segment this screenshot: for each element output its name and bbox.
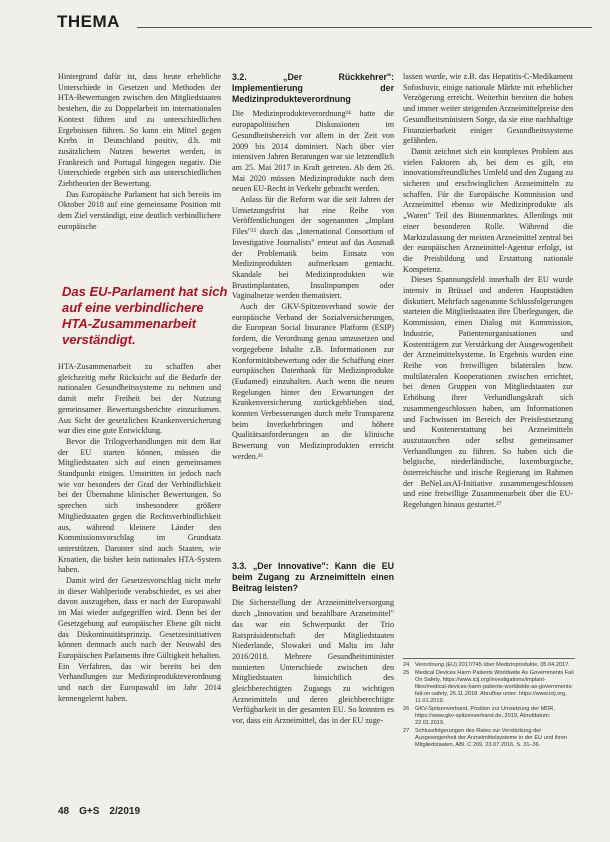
paragraph: lassen wurde, wie z.B. das Hepatitis-C-Medikament Sofosbuvir, einige nationale Märkte mit erheblicher Verzögerung erreicht. Weiterhin bereiten die hohen und immer weiter steigenden Arzneimittelpreise den Gesundheitsministern Sorge, da sie eine nachhaltige Finanzierbarkeit einiger Gesundheitssysteme gefährden.	[403, 72, 573, 146]
paragraph: HTA-Zusammenarbeit zu schaffen aber gleichzeitig mehr Rücksicht auf die Bedarfe der nationalen Gesundheitssysteme zu nehmen und damit mehr Freiheit bei der Nutzung gemeinsamer Bewertungsberichte einzuräumen. Aus Sicht der gesetzlichen Krankenversicherung war dies eine gute Entwicklung.	[58, 362, 221, 436]
paragraph: Hintergrund dafür ist, dass heute erhebliche Unterschiede in Gesetzen und Methoden der HTA-Bewertungen zwischen den Mitgliedstaaten bestehen, die zu Doppelarbeit im internationalen Kontext führen und zu unterschiedlichen Ergebnissen führen. So kann ein Mittel gegen Krebs in Deutschland positiv, d.h. mit zusätzlichem Nutzen bewertet werden, in Frankreich und Portugal hingegen negativ. Die Unterschiede ergeben sich aus unterschiedlichen Ziehtheorien der Bewertung.	[58, 72, 221, 189]
footnote-number: 27	[403, 728, 410, 734]
footnote-text: Verordnung (EU) 2017/745 über Medizinprodukte, 05.04.2017.	[415, 662, 570, 668]
section-heading: 3.3. „Der Innovative": Kann die EU beim Zugang zu Arzneimitteln einen Beitrag leisten?	[232, 561, 394, 593]
page-header	[57, 8, 597, 38]
publication-brand: G+S	[79, 806, 100, 817]
paragraph: Auch der GKV-Spitzenverband sowie der europäische Verband der Sozialversicherungen, die European Social Insurance Platform (ESIP) fordern, die Verordnung genau umzusetzen und vorgegebene Inhalte z.B. Informationen zur Konformitätsbewertung oder die Schaffung einer europäischen Datenbank für Medizinprodukte (Eudamed) einzuhalten. Auch wenn die neuen Regelungen hinter den Erwartungen der Krankenversicherung zurückgeblieben sind, konnten Verbesserungen durch mehr Transparenz beim Inverkehrbringen und höhere Qualitätsanforderungen an die klinische Bewertung von Medizinprodukten erreicht werden.²⁶	[232, 302, 394, 461]
paragraph: Die Sicherstellung der Arzneimittelversorgung durch „Innovation und bezahlbare Arzneimittel" das war ein Schwerpunkt der Trio Ratspräsidentschaft der Mitgliedstaaten Niederlande, Slowakei und Malta im Jahr 2016/2018. Mehrere Gesundheitsminister monierten Unterschiede zwischen den Mitgliedstaaten hinsichtlich des gleichberechtigten Zugangs zu wichtigen Arzneimitteln und deren gleichberechtigte Verfügbarkeit in der gesamten EU. So konnten es vor, dass ein Arzneimittel, das in der EU zuge-	[232, 598, 394, 726]
section-heading: 3.2. „Der Rückkehrer": Implementierung der Medizinprodukteverordnung	[232, 72, 394, 104]
paragraph: Bevor die Trilogverhandlungen mit dem Rat der EU starten können, müssen die Mitgliedstaaten sich auf einen gemeinsamen Standpunkt einigen. Umstritten ist jedoch nach wie vor besonders der Grad der Verbindlichkeit bei der Übernahme klinischer Bewertungen. So sprechen sich insbesondere größere Mitgliedstaaten gegen die Rechtsverbindlichkeit aus, während kleinere Länder den Kommissionsvorschlag im Grundsatz unterstützen. Darunter sind auch Staaten, wie Kroatien, die bisher kein nationales HTA-System haben.	[58, 436, 221, 575]
footnote-text: Medical Devices Harm Patients Worldwide As Governments Fail On Safety, https://www.icij.org/investigations/implant-files/medical-devices-harm-patients-worldwide-as-governments-fail-on-safety, 25.11.2018. Abrufbar unter: https://www.icij.org, 11.01.2019.	[415, 670, 574, 704]
footnote-number: 25	[403, 670, 410, 676]
footnote	[403, 670, 575, 705]
section-title: THEMA	[57, 12, 120, 31]
footnotes	[403, 662, 575, 750]
column-1-bottom	[58, 362, 221, 705]
paragraph: Anlass für die Reform war die seit Jahren der Umsetzungsfrist hat eine Reihe von Veröffentlichungen der sogenannten „Implant Files"²⁵ durch das „International Consortium of Investigative Journalists" erneut auf das Ausmaß der Problematik beim Einsatz von Medizinprodukten aufmerksam gemacht. Skandale bei Medizinprodukten wie Brustimplantaten, Insulinpumpen oder Vaginalnetze werden thematisiert.	[232, 195, 394, 301]
footnote-number: 24	[403, 662, 410, 668]
paragraph: Damit zeichnet sich ein komplexes Problem aus vielen Faktoren ab, bei dem es gilt, ein innovationsfreundliches Umfeld und den Zugang zu sicheren und erschwinglichen Arzneimitteln zu schaffen. Für die Europäische Kommission und Arzneimittel ebenso wie Medizinprodukte als „Waren" Teil des Binnenmarktes. Allerdings mit einer besonderen Rolle. Während die Marktzulassung der meisten Arzneimittel zentral bei der europäischen Arzneimittel-Agentur erfolgt, ist die Preisbildung und Erstattung nationale Kompetenz.	[403, 146, 573, 274]
column-3	[403, 72, 573, 511]
footnote-divider	[403, 658, 575, 659]
issue-number: 2/2019	[109, 806, 141, 817]
paragraph: Dieses Spannungsfeld innerhalb der EU wurde intensiv in Brüssel und anderen Hauptstädten diskutiert. Mehrfach sagenannte Schlussfolgerungen starteten die Mitgliedstaaten ihre Überlegungen, die Kommission, einen Dialog mit Kommission, Industrie, Patientenorganisationen und Kostenträgern zur Verstärkung der Ausgewogenheit der Arzneimittelsysteme. In Ergebnis wurden eine Reihe von freiwilligen bilateralen bzw. multilateralen Kooperationen zwischen errichtet, bei denen Gruppen von Mitgliedstaaten zur Erhöhung ihrer Verhandlungskraft sich zusammengeschlossen haben, um Informationen und Fachwissen im Bereich der Preisfestsetzung und Kostenerstattung bei Arzneimitteln auszutauschen oder selbst gemeinsamer Verhandlungen zu führen. So haben sich die belgische, niederländische, luxemburgische, österreichische und irische Regierung im Rahmen der BeNeLuxAI-Initiative zusammengeschlossen und eine freiwillige Zusammenarbeit über die EU-Regelungen hinaus gestartet.²⁷	[403, 275, 573, 510]
page-footer	[58, 806, 140, 817]
pull-quote: Das EU-Parlament hat sich auf eine verbindlichere HTA-Zusammenarbeit verständigt.	[62, 284, 228, 347]
paragraph: Damit wird der Gesetzesvorschlag nicht mehr in dieser Wahlperiode verabschiedet, es sei aber davon auszugehen, dass er nach der Europawahl im Mai wieder aufgegriffen wird. Denn bei der Gesetzgebung auf europäischer Ebene gilt nicht das Diskontinuitätsprinzip. Gesetzesinitiativen können demnach auch nach der Neuwahl des Europäischen Parlaments ihre Gültigkeit behalten. Ein Verfahren, das wir bereits bei den Verhandlungen zur Medizinprodukteverordnung und nach der Europawahl im Jahr 2014 kennengelernt haben.	[58, 576, 221, 703]
paragraph: Das Europäische Parlament hat sich bereits im Oktober 2018 auf eine gemeinsame Position mit dem Ziel verständigt, eine deutlich verbindlichere europäische	[58, 189, 221, 231]
footnote-text: Schlussfolgerungen des Rates zur Verstärkung der Ausgewogenheit der Arzneimittelsysteme in der EU und ihren Mitgliedstaaten, ABl. C 269, 23.07.2016, S. 31–36.	[415, 728, 568, 748]
footnote-number: 26	[403, 706, 410, 712]
page-number: 48	[58, 806, 70, 817]
header-rule	[137, 27, 592, 28]
footnote-text: GKV-Spitzenverband, Position zur Umsetzung der MDR, https://www.gkv-spitzenverband.de, 2019, Abrufdatum: 22.01.2019.	[415, 706, 555, 726]
footnote	[403, 706, 575, 727]
paragraph: Die Medizinprodukteverordnung²⁴ hatte die europapolitischen Diskussionen im Gesundheitsbereich vor allem in der Zeit von 2009 bis 2014 dominiert. Nach über vier intensiven Jahren Beratungen war sie letztendlich am 25. Mai 2017 in Kraft getreten. Ab dem 26. Mai 2020 müssen Medizinprodukte nach dem neuen EU-Recht in Verkehr gebracht werden.	[232, 109, 394, 194]
footnote	[403, 662, 575, 669]
footnote	[403, 728, 575, 749]
column-1-top	[58, 72, 221, 233]
column-2-section-3-3	[232, 561, 394, 727]
column-2	[232, 72, 394, 463]
